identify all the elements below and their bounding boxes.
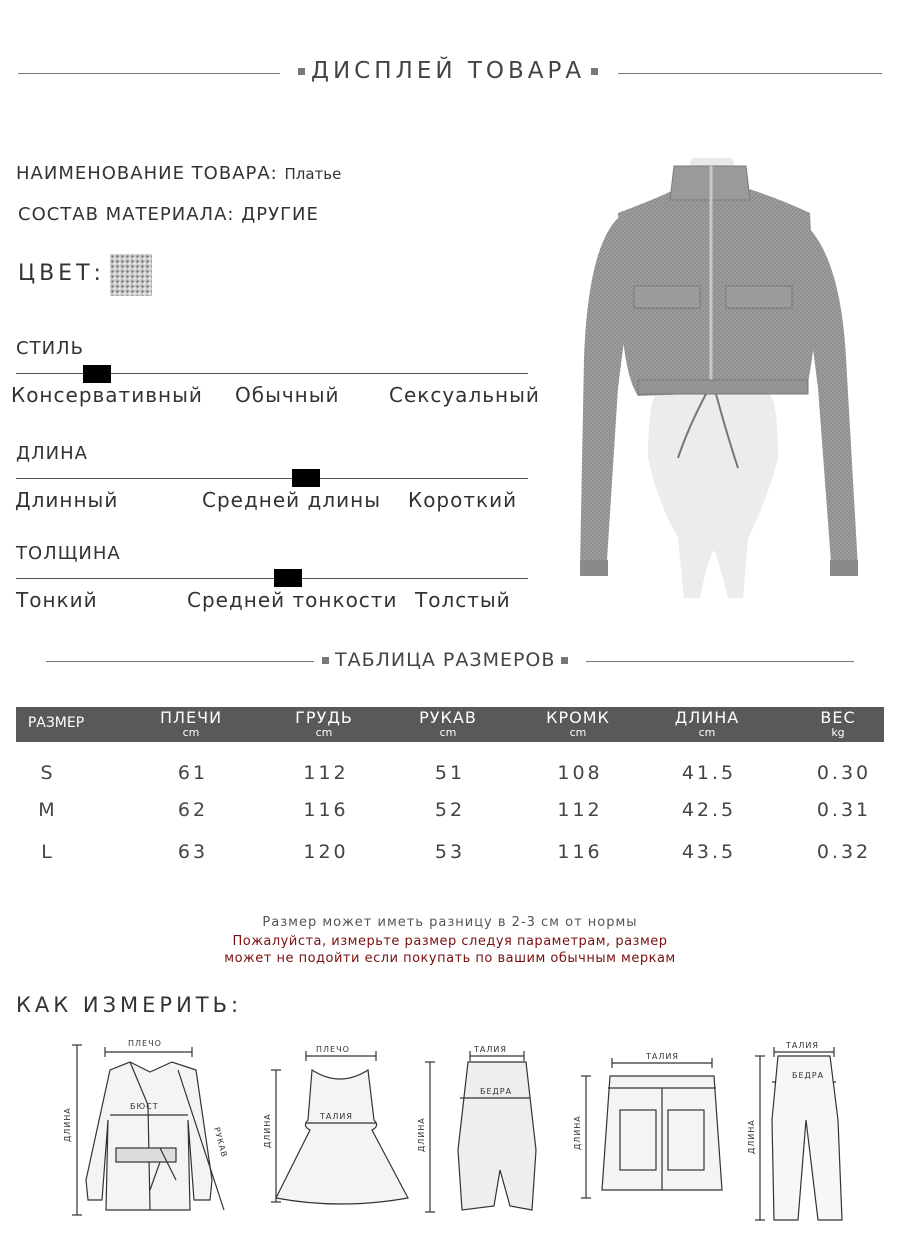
jacket-shoulder-label: ПЛЕЧО [128, 1039, 162, 1048]
col-length [647, 710, 767, 740]
page-title-text: ДИСПЛЕЙ ТОВАРА [311, 58, 586, 84]
attr-length-option: Средней длины [202, 488, 382, 512]
shorts-diagram [581, 1058, 722, 1198]
how-to-measure-title: КАК ИЗМЕРИТЬ: [16, 993, 243, 1017]
table-cell-size: L [41, 841, 55, 863]
color-swatch[interactable] [110, 254, 152, 296]
table-cell: 112 [303, 762, 349, 784]
pants-length-label: ДЛИНА [747, 1119, 756, 1154]
jacket-sleeve-label: РУКАВ [212, 1126, 229, 1159]
col-size [16, 716, 96, 731]
table-cell: 116 [557, 841, 603, 863]
header-rule-left [18, 73, 280, 74]
shorts-waist-label: ТАЛИЯ [646, 1052, 679, 1061]
material-label: СОСТАВ МАТЕРИАЛА: [18, 204, 235, 225]
table-cell: 0.30 [816, 762, 872, 784]
table-cell: 63 [177, 841, 209, 863]
dress-diagram [271, 1051, 408, 1204]
pants-waist-label: ТАЛИЯ [786, 1041, 819, 1050]
page-title [292, 58, 604, 84]
product-name [16, 163, 341, 184]
size-rule-right [586, 661, 854, 662]
col-bust-unit: cm [315, 726, 333, 739]
col-sleeve-label: РУКАВ [419, 708, 477, 727]
attr-length-option: Длинный [15, 488, 119, 512]
attr-length-label: ДЛИНА [16, 443, 88, 464]
table-cell: 41.5 [681, 762, 737, 784]
attr-style-option: Обычный [235, 383, 340, 407]
table-cell: 42.5 [681, 799, 737, 821]
bullet-square-icon [298, 68, 305, 75]
col-sleeve [388, 710, 508, 740]
table-cell: 112 [557, 799, 603, 821]
bullet-square-icon [561, 657, 568, 664]
size-table-title-text: ТАБЛИЦА РАЗМЕРОВ [335, 649, 556, 671]
jacket-length-label: ДЛИНА [63, 1107, 72, 1142]
col-hem [518, 710, 638, 740]
product-material [18, 204, 319, 225]
col-weight-label: ВЕС [820, 708, 856, 727]
bullet-square-icon [322, 657, 329, 664]
skirt-diagram [425, 1051, 536, 1212]
size-note: Размер может иметь разницу в 2-3 см от нормы [262, 915, 638, 930]
size-warning-line2: может не подойти если покупать по вашим обычным меркам [224, 951, 676, 966]
table-cell: 120 [303, 841, 349, 863]
attr-style-marker [83, 365, 111, 383]
material-value: ДРУГИЕ [241, 204, 319, 225]
size-table-title [316, 649, 574, 671]
table-cell: 53 [434, 841, 466, 863]
attr-length-scale [16, 478, 528, 479]
table-cell: 116 [303, 799, 349, 821]
table-cell: 51 [434, 762, 466, 784]
col-weight [778, 710, 898, 740]
col-size-label: РАЗМЕР [27, 715, 85, 731]
header-rule-right [618, 73, 882, 74]
col-length-label: ДЛИНА [674, 708, 740, 727]
col-bust [264, 710, 384, 740]
col-shoulder [131, 710, 251, 740]
table-cell-size: S [40, 762, 56, 784]
col-shoulder-unit: cm [182, 726, 200, 739]
attr-style-option: Консервативный [11, 383, 203, 407]
size-rule-left [46, 661, 314, 662]
skirt-waist-label: ТАЛИЯ [474, 1045, 507, 1054]
col-bust-label: ГРУДЬ [295, 708, 353, 727]
size-table-header [16, 707, 884, 742]
product-name-value: Платье [284, 165, 342, 183]
table-cell: 62 [177, 799, 209, 821]
attr-length-option: Короткий [408, 488, 518, 512]
attr-style-label: СТИЛЬ [16, 338, 84, 359]
attr-thickness-scale [16, 578, 528, 579]
product-name-label: НАИМЕНОВАНИЕ ТОВАРА: [16, 163, 278, 184]
attr-thickness-option: Толстый [415, 588, 511, 612]
table-cell-size: M [38, 799, 58, 821]
col-hem-label: КРОМК [546, 708, 610, 727]
size-warning-line1: Пожалуйста, измерьте размер следуя параметрам, размер [232, 934, 668, 949]
color-label: ЦВЕТ: [18, 261, 105, 286]
dress-waist-label: ТАЛИЯ [320, 1112, 353, 1121]
attr-thickness-marker [274, 569, 302, 587]
measurement-diagrams [0, 1030, 900, 1254]
skirt-hips-label: БЕДРА [480, 1087, 513, 1096]
jacket-mannequin-illustration [578, 158, 862, 606]
bullet-square-icon [591, 68, 598, 75]
jacket-bust-label: БЮСТ [130, 1102, 159, 1111]
col-weight-unit: kg [831, 726, 845, 739]
col-sleeve-unit: cm [439, 726, 457, 739]
attr-style-option: Сексуальный [389, 383, 540, 407]
dress-shoulder-label: ПЛЕЧО [316, 1045, 350, 1054]
table-cell: 43.5 [681, 841, 737, 863]
table-cell: 52 [434, 799, 466, 821]
table-cell: 0.31 [816, 799, 872, 821]
product-photo [578, 158, 862, 606]
table-cell: 0.32 [816, 841, 872, 863]
pants-hips-label: БЕДРА [792, 1071, 825, 1080]
jacket-diagram [72, 1045, 224, 1215]
attr-thickness-option: Средней тонкости [187, 588, 398, 612]
attr-thickness-option: Тонкий [16, 588, 98, 612]
skirt-length-label: ДЛИНА [417, 1117, 426, 1152]
col-shoulder-label: ПЛЕЧИ [159, 708, 223, 727]
table-cell: 108 [557, 762, 603, 784]
shorts-length-label: ДЛИНА [573, 1115, 582, 1150]
col-hem-unit: cm [569, 726, 587, 739]
col-length-unit: cm [698, 726, 716, 739]
attr-length-marker [292, 469, 320, 487]
table-cell: 61 [177, 762, 209, 784]
dress-length-label: ДЛИНА [263, 1113, 272, 1148]
attr-thickness-label: ТОЛЩИНА [16, 543, 121, 564]
